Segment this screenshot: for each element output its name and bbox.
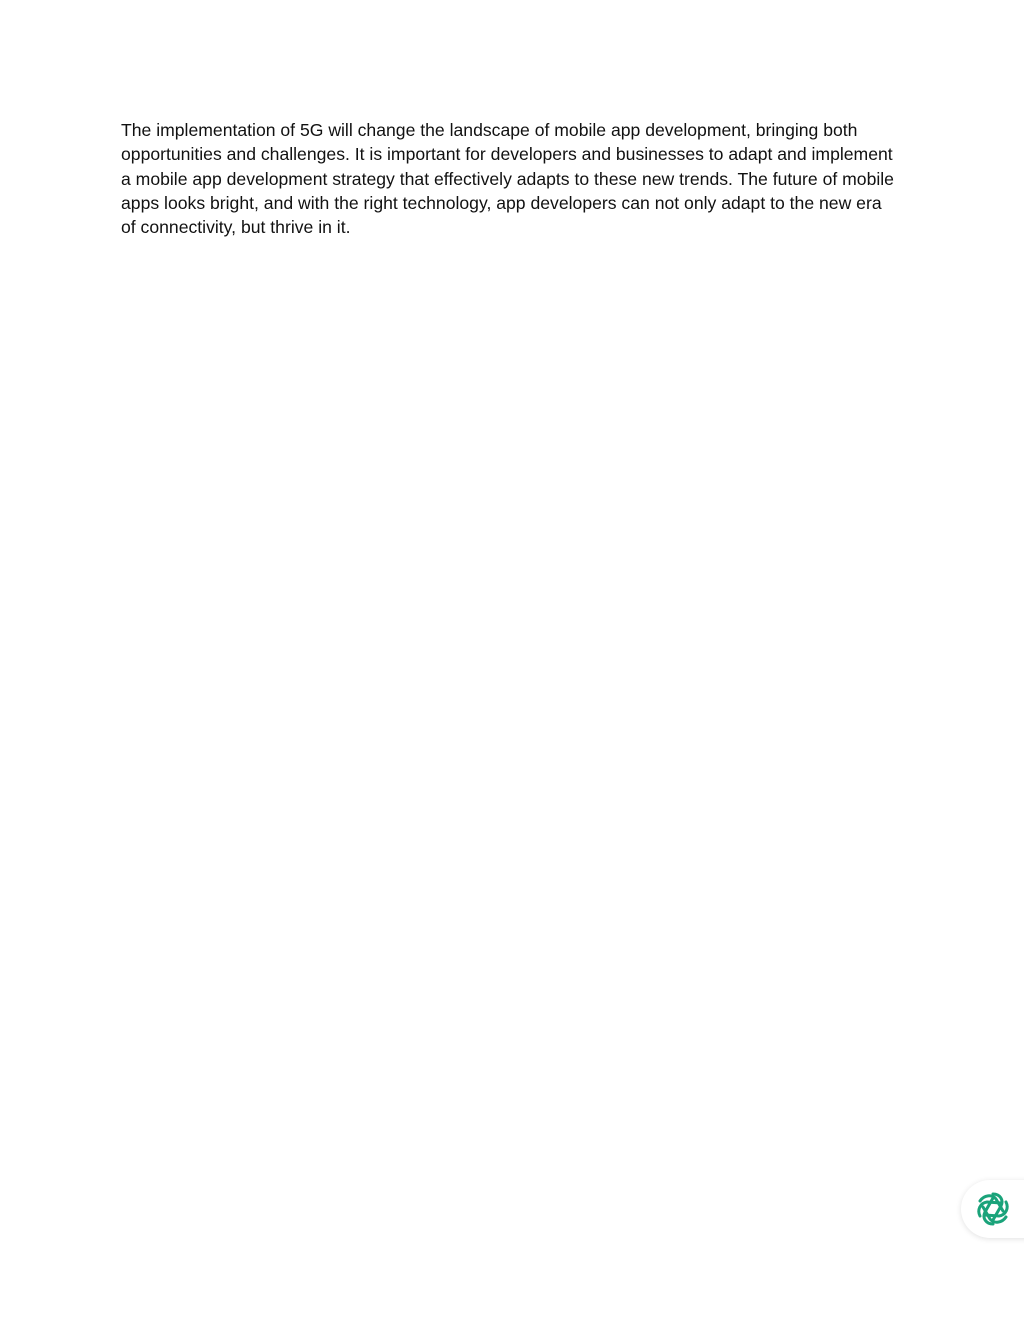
assistant-widget-button[interactable]: [961, 1180, 1024, 1238]
knot-flower-icon: [973, 1189, 1013, 1229]
body-paragraph: The implementation of 5G will change the landscape of mobile app development, bringing both opportunities and challenges. It is important for developers and businesses to adapt and implement a mobile app development strategy that effectively adapts to these new trends. The future of mobile apps looks bright, and with the right technology, app developers can not only adapt to the new era of connectivity, but thrive in it.: [121, 120, 894, 238]
